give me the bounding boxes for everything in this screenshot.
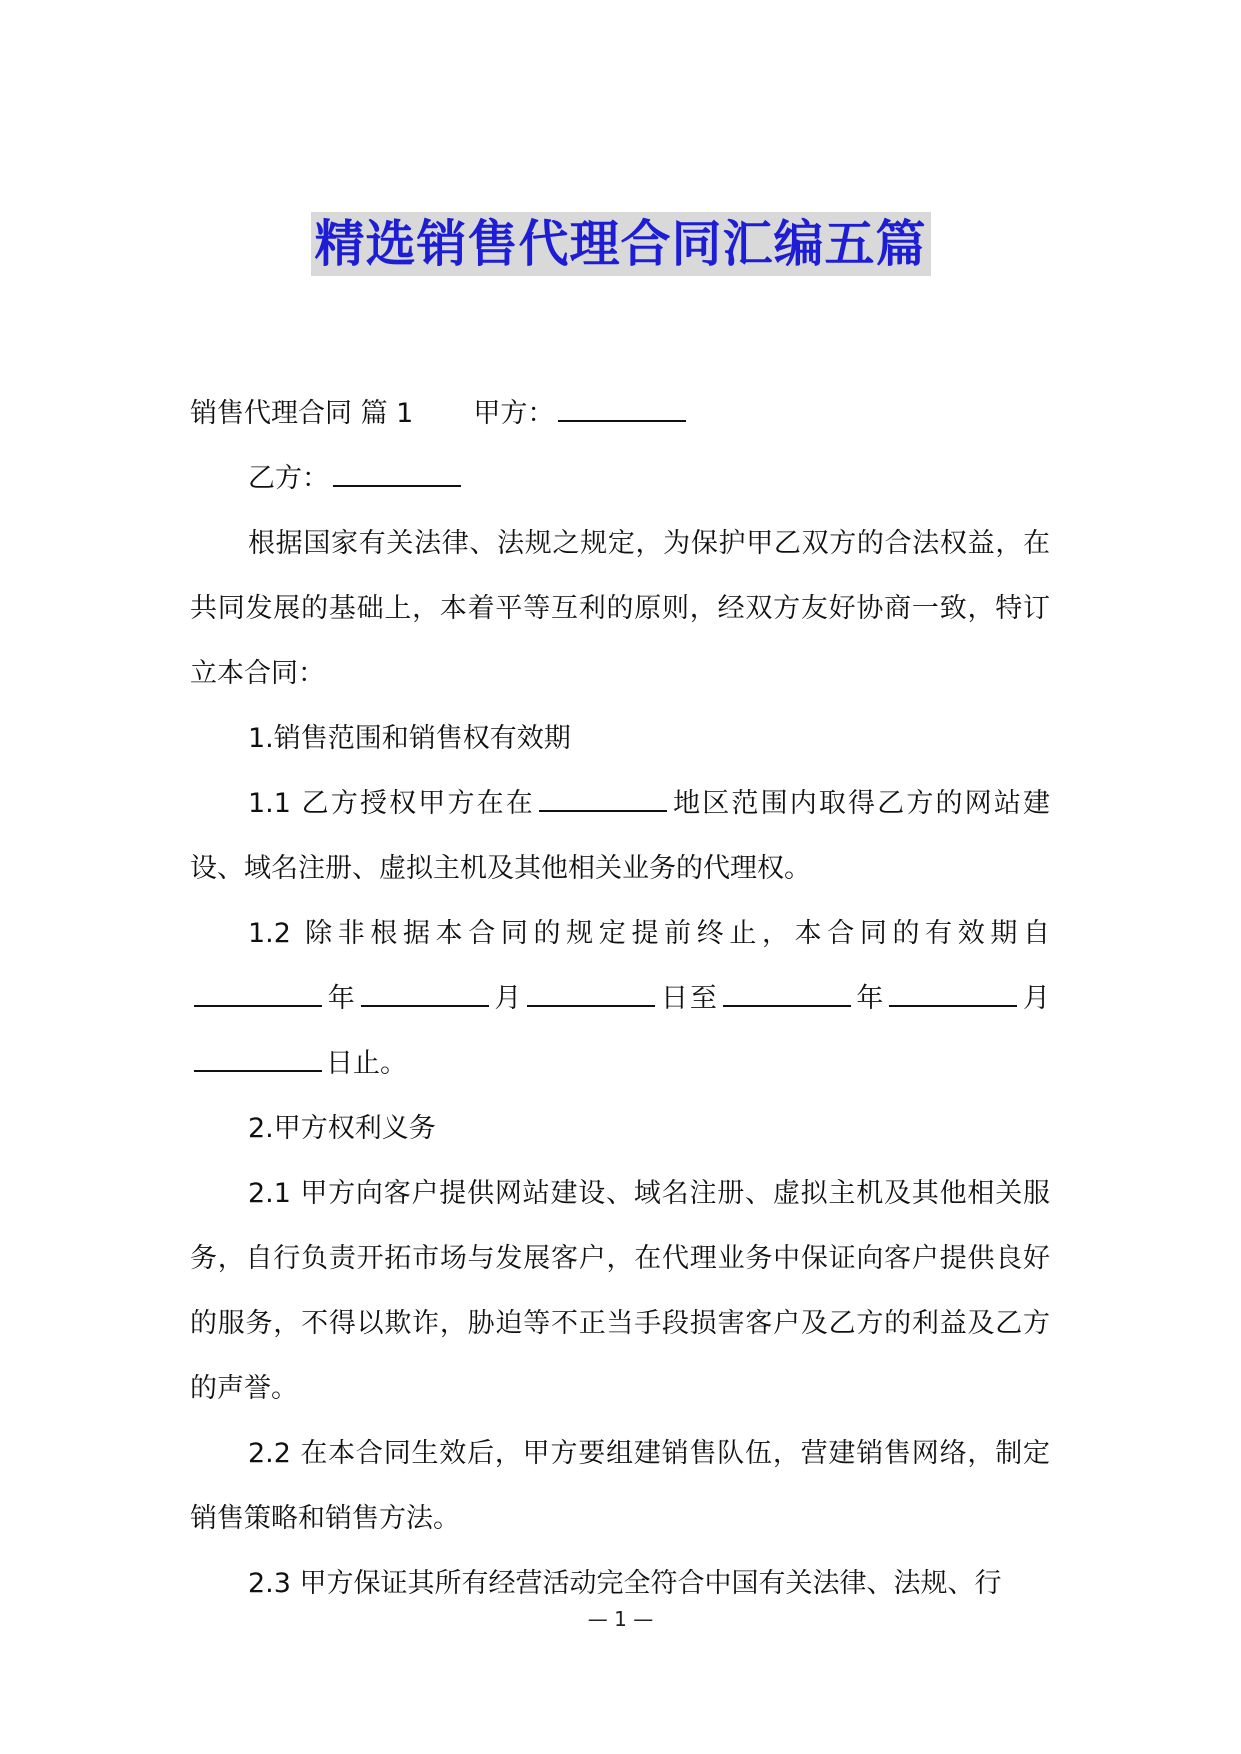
preamble-paragraph: 根据国家有关法律、法规之规定，为保护甲乙双方的合法权益，在共同发展的基础上，本着平等互利的原则，经双方友好协商一致，特订立本合同： <box>190 528 1050 689</box>
clause-1-1 <box>190 771 1050 901</box>
start-year-blank <box>194 979 322 1007</box>
year-label-2: 年 <box>854 983 886 1014</box>
contract-header-line <box>190 381 1050 446</box>
start-day-blank <box>527 979 655 1007</box>
document-title: 精选销售代理合同汇编五篇 <box>311 212 931 276</box>
page-number: — 1 — <box>587 1607 654 1631</box>
section-1-heading: 1.销售范围和销售权有效期 <box>248 723 571 754</box>
start-month-blank <box>361 979 489 1007</box>
clause-2-1: 2.1 甲方向客户提供网站建设、域名注册、虚拟主机及其他相关服务，自行负责开拓市场与发展客户，在代理业务中保证向客户提供良好的服务，不得以欺诈，胁迫等不正当手段损害客户及乙方的利益及乙方的声誉。 <box>190 1178 1050 1404</box>
clause-1-1-text-b: 地区范围内取得乙方的网站建设、域名注册、虚拟主机及其他相关业务的代理权。 <box>190 788 1051 884</box>
document-body <box>190 381 1050 1616</box>
clause-1-1-text-a: 1.1 乙方授权甲方在在 <box>248 788 535 819</box>
party-b-line <box>190 446 1050 511</box>
party-a-label: 甲方： <box>473 398 555 429</box>
year-label: 年 <box>326 983 357 1014</box>
clause-2-2: 2.2 在本合同生效后，甲方要组建销售队伍，营建销售网络，制定销售策略和销售方法。 <box>190 1438 1050 1534</box>
party-a-blank <box>558 394 686 422</box>
month-label-2: 月 <box>1021 983 1051 1014</box>
day-to-label: 日至 <box>659 983 719 1014</box>
title-wrap <box>0 212 1241 276</box>
party-b-blank <box>333 459 461 487</box>
end-year-blank <box>723 979 851 1007</box>
region-blank <box>539 784 667 812</box>
month-label: 月 <box>492 983 524 1014</box>
party-b-label: 乙方： <box>248 463 329 494</box>
section-2-heading: 2.甲方权利义务 <box>248 1113 436 1144</box>
end-month-blank <box>889 979 1017 1007</box>
end-day-blank <box>194 1044 322 1072</box>
contract-heading: 销售代理合同 篇 1 <box>190 398 414 429</box>
clause-1-2-text: 1.2 除非根据本合同的规定提前终止，本合同的有效期自 <box>248 918 1050 949</box>
day-end-label: 日止。 <box>326 1048 407 1079</box>
clause-2-3: 2.3 甲方保证其所有经营活动完全符合中国有关法律、法规、行 <box>248 1568 1002 1599</box>
clause-1-2 <box>190 901 1050 1096</box>
